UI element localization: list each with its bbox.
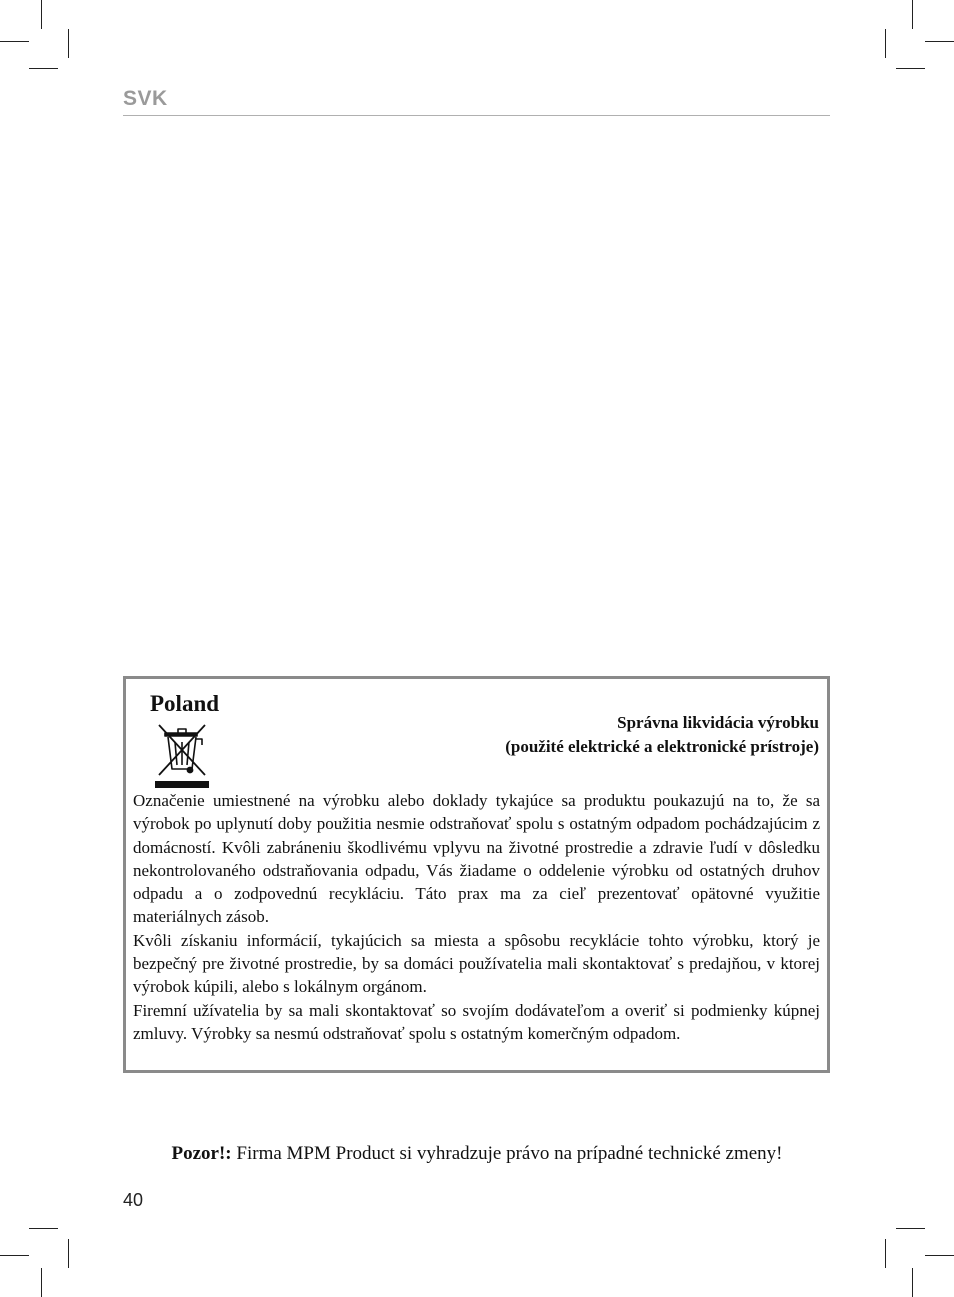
weee-body-text [133, 789, 820, 1045]
crop-mark [885, 29, 886, 58]
crop-mark [885, 1239, 886, 1268]
weee-paragraph: Firemní užívatelia by sa mali skontaktovať so svojím dodávateľom a overiť si podmienky kúpnej zmluvy. Výrobky sa nesmú odstraňovať spolu s ostatným komerčným odpadom. [133, 1000, 820, 1043]
header-rule [123, 115, 830, 116]
weee-title [505, 711, 819, 759]
crop-mark [0, 1255, 29, 1256]
weee-paragraph: Kvôli získaniu informácií, tykajúcich sa miesta a spôsobu recyklácie tohto výrobku, ktorý je bezpečný pre životné prostredie, by sa domáci používatelia mali skontaktovať s predajňou, v ktorej výrobok kúpili, alebo s lokálnym orgánom. [133, 930, 820, 997]
crop-mark [0, 41, 29, 42]
notice-text: Firma MPM Product si vyhradzuje právo na prípadné technické zmeny! [231, 1143, 783, 1164]
crop-mark [41, 1268, 42, 1297]
notice [0, 1142, 954, 1166]
crop-mark [912, 1268, 913, 1297]
crop-mark [925, 1255, 954, 1256]
crop-mark [41, 0, 42, 29]
crop-mark [896, 68, 925, 69]
weee-paragraph: Označenie umiestnené na výrobku alebo doklady tykajúce sa produktu poukazujú na to, že sa výrobok po uplynutí doby použitia nesmie odstraňovať spolu s ostatným odpadom pochádzajúcim z domácností. Kvôli zabráneniu škodlivému vplyvu na životné prostredie a zdravie ľudí v dôsledku nekontrolovaného odstraňovania odpadu, Vás žiadame o oddelenie výrobku od ostatných druhov odpadu a o zodpovednú recykláciu. Táto prax ma za cieľ prezentovať opätovné využitie materiálnych zásob. [133, 791, 820, 927]
crop-mark [68, 1239, 69, 1268]
weee-disposal-box [123, 676, 830, 1073]
crop-mark [896, 1228, 925, 1229]
crop-mark [68, 29, 69, 58]
weee-subtitle-line: (použité elektrické a elektronické prístroje) [505, 737, 819, 756]
crop-mark [29, 1228, 58, 1229]
crossed-out-wheelie-bin-icon [153, 719, 211, 789]
crop-mark [29, 68, 58, 69]
crop-mark [912, 0, 913, 29]
page-number: 40 [123, 1190, 144, 1210]
notice-label: Pozor!: [171, 1143, 232, 1164]
weee-title-line: Správna likvidácia výrobku [617, 713, 819, 732]
language-code: SVK [123, 87, 168, 110]
country-label: Poland [150, 691, 220, 716]
crop-mark [925, 41, 954, 42]
